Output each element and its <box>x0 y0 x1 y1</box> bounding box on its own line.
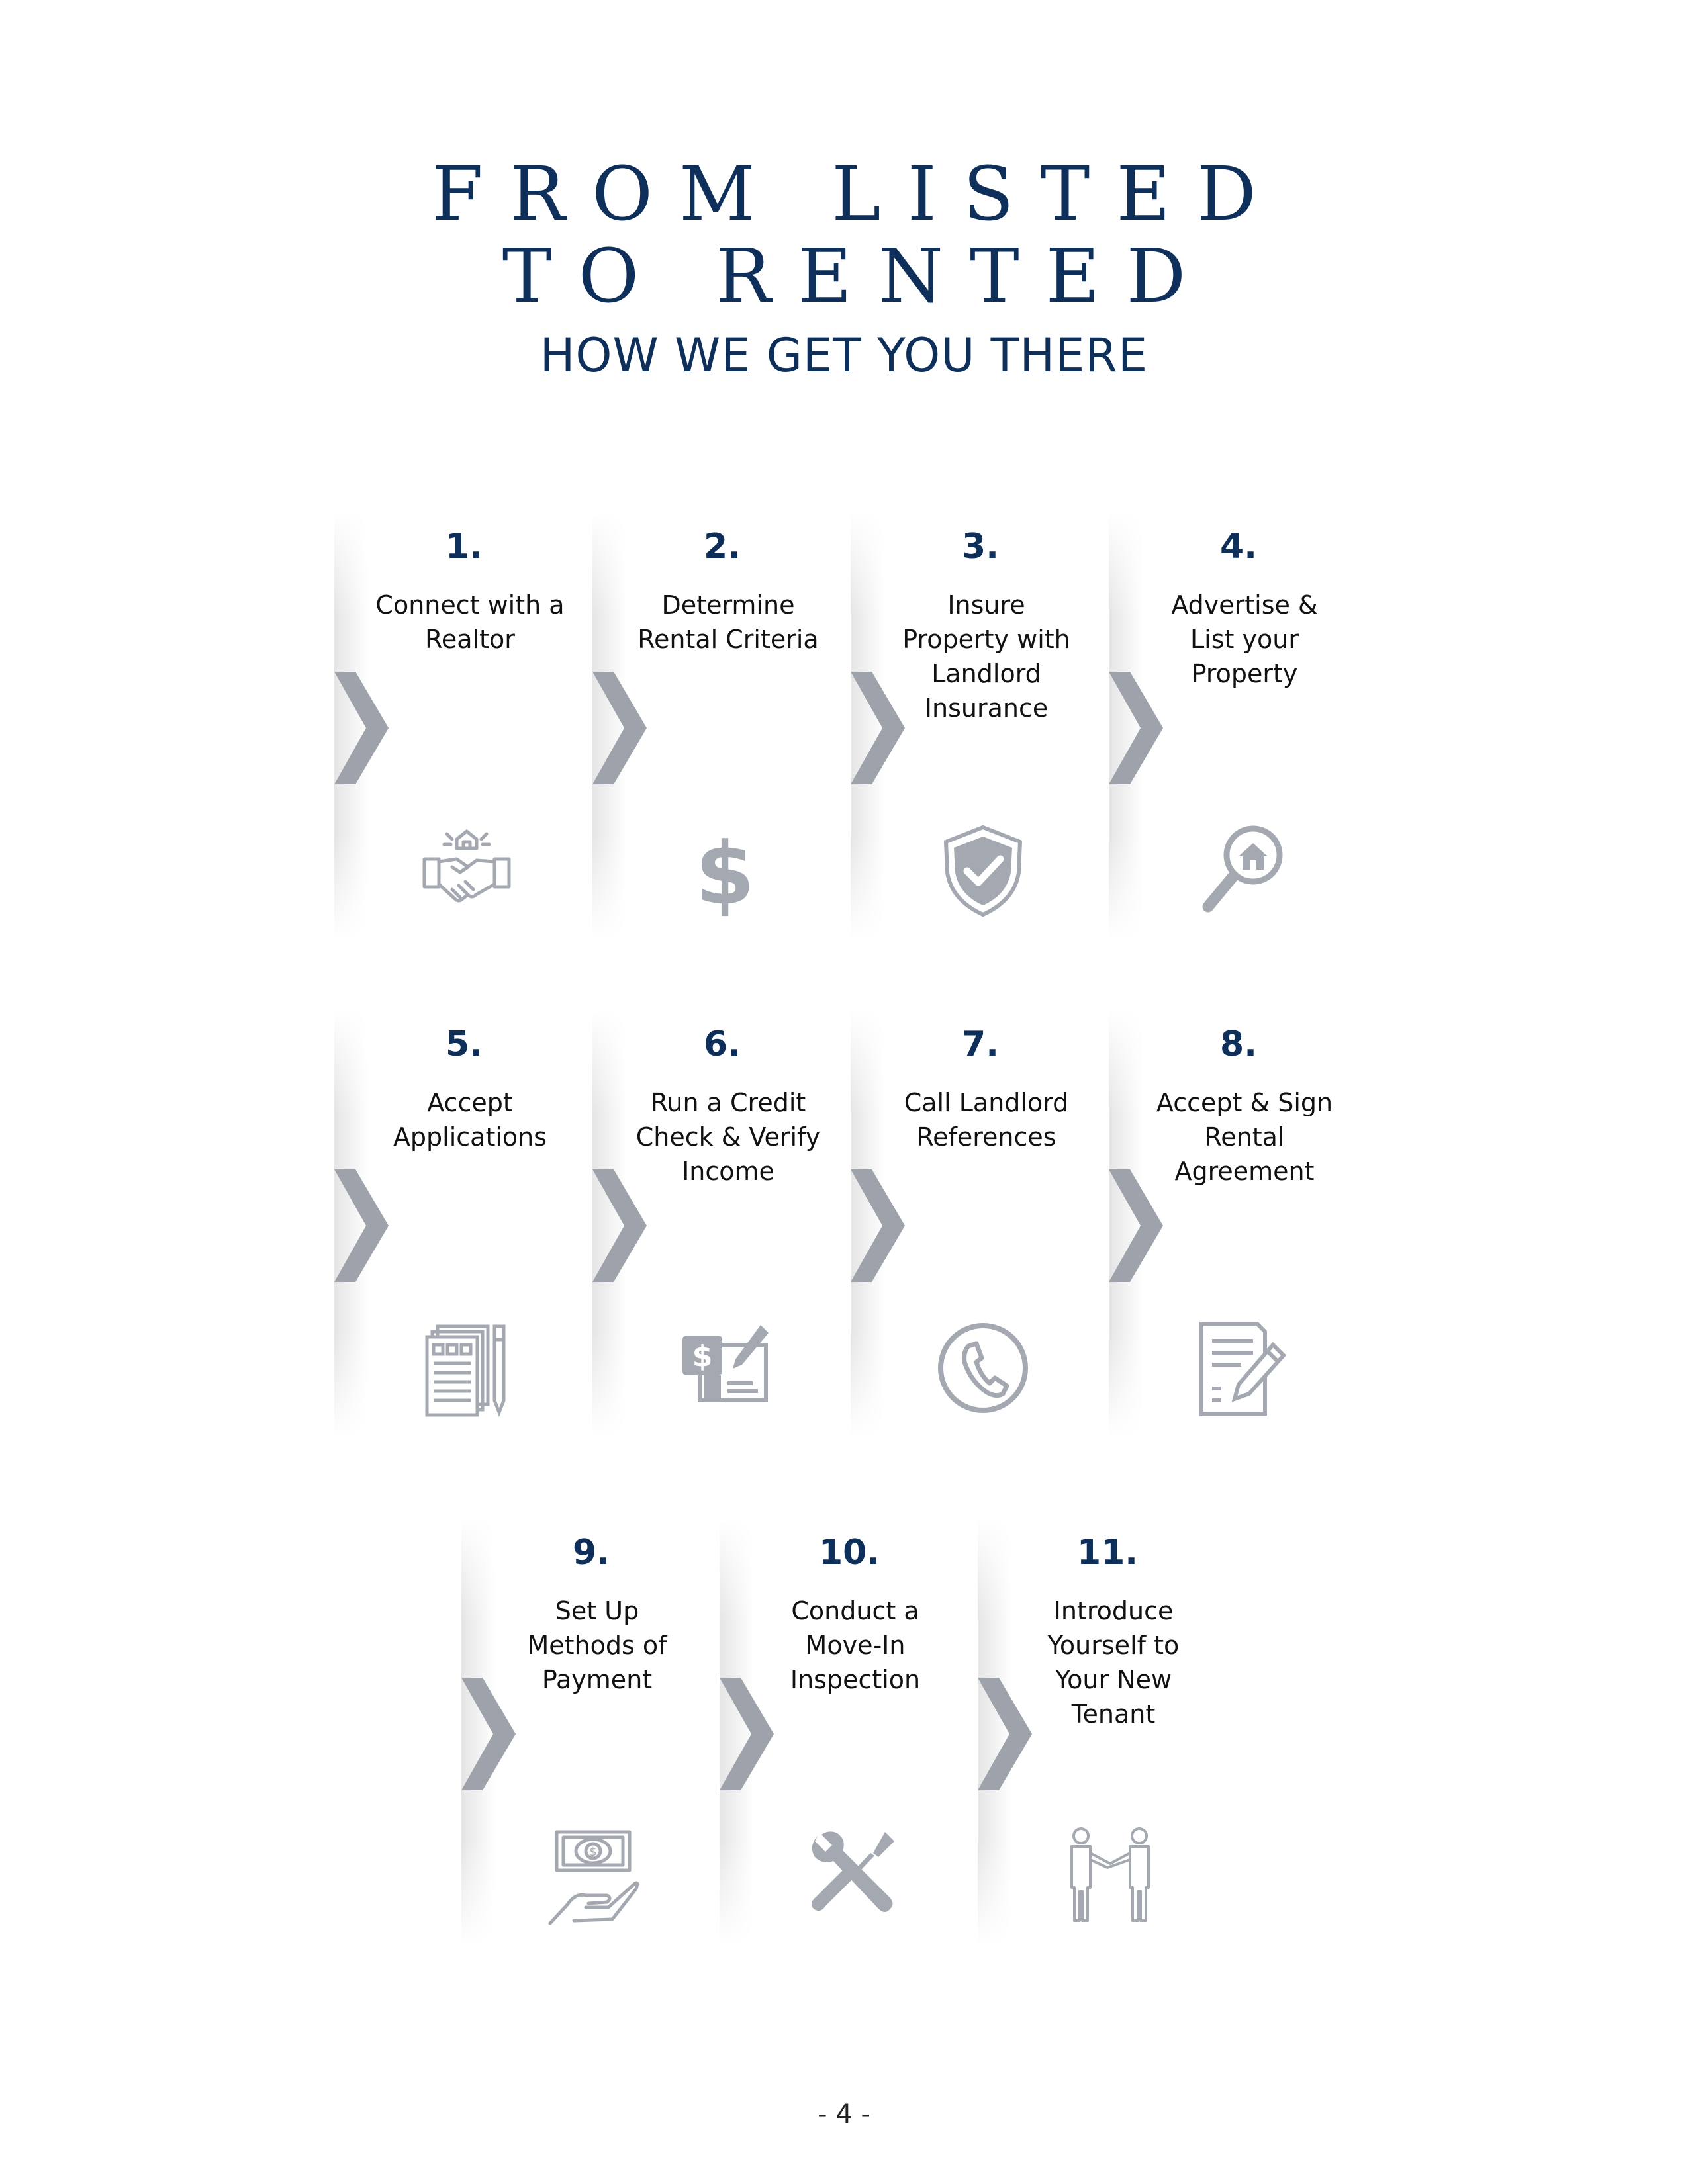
step-card <box>720 1516 979 1946</box>
step-label: Insure Property with Landlord Insurance <box>902 590 1070 723</box>
dollar-sign-icon <box>679 821 771 920</box>
page-number: - 4 - <box>818 2099 870 2130</box>
svg-text:$: $ <box>692 1340 713 1373</box>
step-card <box>334 510 594 940</box>
step-label: Set Up Methods of Payment <box>527 1596 667 1694</box>
step-number: 3. <box>962 527 999 567</box>
step-label: Accept Applications <box>393 1088 547 1152</box>
step-number: 4. <box>1220 527 1257 567</box>
step-label: Call Landlord References <box>904 1088 1069 1152</box>
step-card <box>851 1007 1110 1437</box>
people-handshake-icon <box>1064 1827 1156 1926</box>
step-number: 8. <box>1220 1024 1257 1064</box>
step-card <box>334 1007 594 1437</box>
step-card <box>461 1516 721 1946</box>
chevron-right-icon <box>334 672 394 784</box>
step-label: Conduct a Move-In Inspection <box>790 1596 921 1694</box>
step-label: Accept & Sign Rental Agreement <box>1156 1088 1333 1186</box>
step-label: Introduce Yourself to Your New Tenant <box>1047 1596 1180 1729</box>
step-label: Determine Rental Criteria <box>637 590 819 654</box>
chevron-right-icon <box>851 1169 910 1282</box>
step-number: 11. <box>1076 1533 1139 1572</box>
phone-icon <box>937 1318 1029 1418</box>
page-title-line-1: FROM LISTED <box>432 152 1283 238</box>
documents-pencil-icon <box>420 1318 513 1418</box>
step-card <box>978 1516 1237 1946</box>
shield-check-icon <box>937 821 1029 920</box>
step-number: 5. <box>445 1024 483 1064</box>
step-card <box>1109 1007 1368 1437</box>
svg-text:$: $ <box>694 823 755 920</box>
chevron-right-icon <box>592 672 652 784</box>
svg-text:$: $ <box>589 1845 597 1859</box>
step-card <box>1109 510 1368 940</box>
step-number: 7. <box>962 1024 999 1064</box>
page-title-line-2: TO RENTED <box>502 234 1213 320</box>
step-number: 6. <box>704 1024 741 1064</box>
document-sign-icon <box>1195 1318 1288 1418</box>
step-number: 10. <box>818 1533 880 1572</box>
handshake-house-icon <box>420 821 513 920</box>
step-card <box>851 510 1110 940</box>
chevron-right-icon <box>334 1169 394 1282</box>
step-label: Advertise & List your Property <box>1171 590 1318 688</box>
page-subtitle: HOW WE GET YOU THERE <box>539 328 1149 383</box>
cash-hand-icon <box>547 1827 640 1926</box>
step-card <box>592 510 852 940</box>
step-number: 2. <box>704 527 741 567</box>
step-label: Connect with a Realtor <box>375 590 565 654</box>
magnifier-house-icon <box>1195 821 1288 920</box>
check-dollar-icon <box>679 1318 771 1418</box>
step-card <box>592 1007 852 1437</box>
wrench-screwdriver-icon <box>806 1827 898 1926</box>
step-label: Run a Credit Check & Verify Income <box>635 1088 821 1186</box>
step-number: 9. <box>573 1533 610 1572</box>
step-number: 1. <box>445 527 483 567</box>
